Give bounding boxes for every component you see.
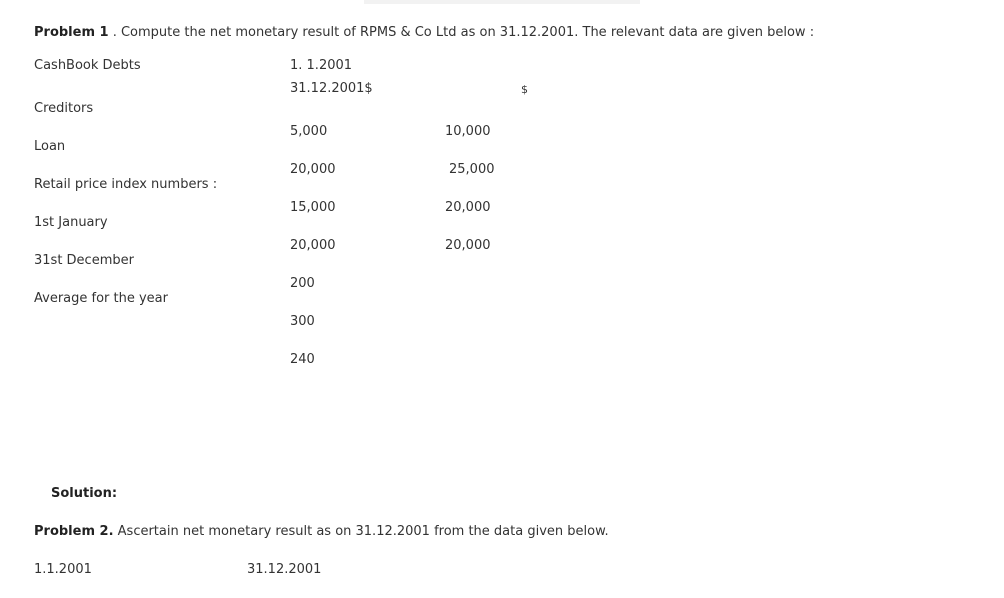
bottom-date-1: 1.1.2001 — [34, 562, 92, 577]
problem-2-text: Ascertain net monetary result as on 31.12.2001 from the data given below. — [113, 524, 609, 539]
problem-1-label: Problem 1 — [34, 25, 109, 40]
problem-2-label: Problem 2. — [34, 524, 114, 539]
bottom-date-2: 31.12.2001 — [247, 562, 322, 577]
row-label-loan: Loan — [34, 139, 66, 154]
row-label-31st-december: 31st December — [34, 253, 134, 268]
value-col1-row3: 15,000 — [290, 200, 336, 215]
row-label-retail-price-index: Retail price index numbers : — [34, 177, 218, 192]
solution-heading: Solution: — [51, 486, 118, 501]
problem-1-text: . Compute the net monetary result of RPMS & Co Ltd as on 31.12.2001. The relevant data are given below : — [108, 25, 815, 40]
problem-2-heading — [34, 524, 609, 540]
value-col2-row4: 20,000 — [445, 238, 491, 253]
value-col1-row4: 20,000 — [290, 238, 336, 253]
row-label-creditors: Creditors — [34, 101, 94, 116]
row-label-1st-january: 1st January — [34, 215, 108, 230]
value-col1-row1: 5,000 — [290, 124, 328, 139]
column-header-date-1: 1. 1.2001 — [290, 58, 353, 73]
value-col1-row7: 240 — [290, 352, 315, 367]
problem-1-heading — [34, 25, 814, 41]
value-col2-row2: 25,000 — [449, 162, 495, 177]
row-label-average-for-year: Average for the year — [34, 291, 168, 306]
top-divider — [364, 0, 640, 4]
value-col2-row3: 20,000 — [445, 200, 491, 215]
row-label-cashbook-debts: CashBook Debts — [34, 58, 141, 73]
value-col1-row6: 300 — [290, 314, 315, 329]
column-header-dollar: $ — [521, 83, 528, 96]
value-col1-row2: 20,000 — [290, 162, 336, 177]
value-col2-row1: 10,000 — [445, 124, 491, 139]
value-col1-row5: 200 — [290, 276, 315, 291]
column-header-date-2: 31.12.2001$ — [290, 81, 373, 96]
